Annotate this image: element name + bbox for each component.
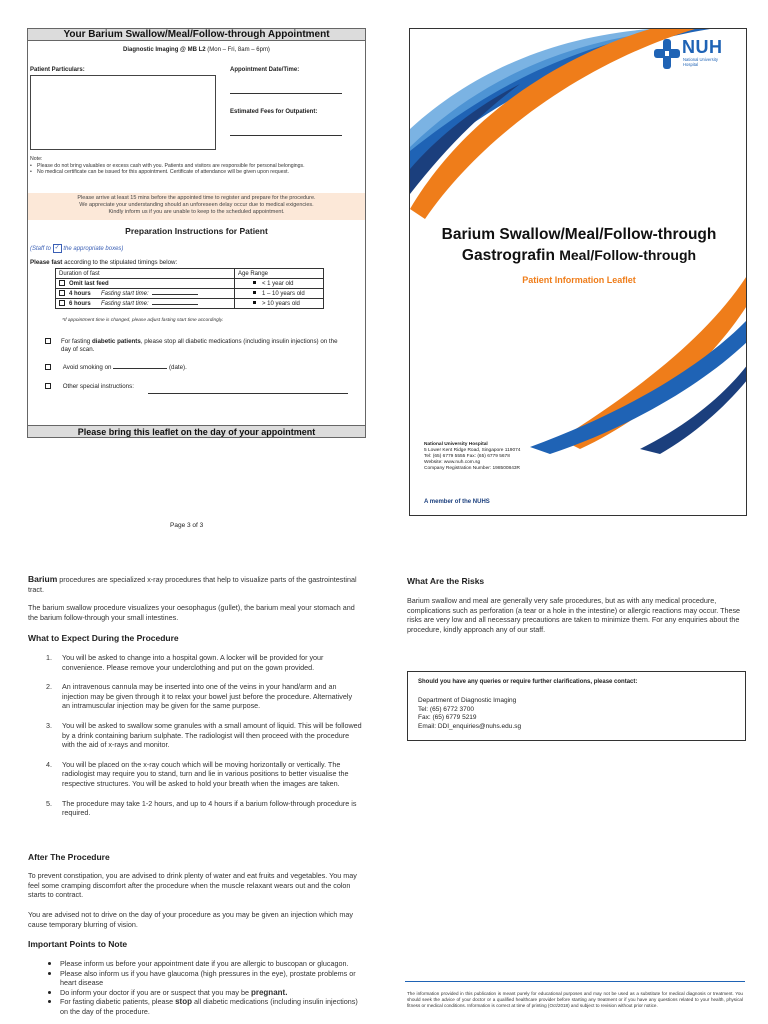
- other-label: Other special instructions:: [62, 383, 134, 390]
- note-label: Note:: [30, 156, 43, 162]
- step-text: The procedure may take 1-2 hours, and up to 4 hours if a barium follow-through procedure is required.: [62, 798, 357, 818]
- duration-label: Omit last feed: [69, 280, 109, 287]
- note-item: • No medical certificate can be issued for this appointment. Certificate of attendance will be given upon request.: [30, 169, 290, 175]
- age-label: < 1 year old: [262, 280, 294, 287]
- cover-title-2-bold: Gastrografin: [461, 247, 555, 264]
- hospital-tel-fax: Tel: (65) 6779 5555 Fax: (65) 6779 5678: [424, 454, 510, 459]
- step-text: You will be placed on the x-ray couch which will be moving horizontally or vertically. The radiologist may require you to stand, turn and lie in various positions to better visualise the respective structures. You will be asked to hold your breath when the images are taken.: [62, 759, 349, 788]
- staff-note-end: the appropriate boxes): [63, 246, 124, 253]
- table-row: [56, 299, 324, 309]
- bullet-icon: [48, 991, 51, 994]
- appointment-datetime-label: Appointment Date/Time:: [230, 67, 300, 73]
- smoking-text-a: Avoid smoking on: [62, 364, 112, 371]
- hospital-name: National University Hospital: [424, 442, 488, 447]
- list-item: [46, 997, 362, 1016]
- contact-tel: Tel: (65) 6772 3700: [418, 705, 475, 713]
- intro-paragraph: [28, 575, 362, 594]
- point-text-end: all diabetic medications (including insulin injections) on the day of the procedure.: [60, 997, 358, 1016]
- location-hours: (Mon – Fri, 8am – 6pm): [207, 47, 270, 53]
- nuhs-member: A member of the NUHS: [424, 499, 490, 505]
- smoking-date-field[interactable]: [113, 368, 167, 369]
- duration-label: 6 hours: [69, 300, 91, 307]
- point-text-bold: stop: [175, 997, 192, 1007]
- table-footnote: *If appointment time is changed, please adjust fasting start time accordingly.: [62, 318, 224, 323]
- notice-line-2: We appreciate your understanding should an unforeseen delay occur due to medical exigencies.: [79, 202, 314, 208]
- prep-title: Preparation Instructions for Patient: [125, 226, 268, 236]
- intro-text: procedures are specialized x-ray procedures that help to visualize parts of the gastrointestinal tract.: [28, 575, 357, 594]
- contact-fax: Fax: (65) 6779 5219: [418, 714, 477, 721]
- appointment-footer: Please bring this leaflet on the day of your appointment: [27, 425, 366, 438]
- disclaimer: The information provided in this publication is meant purely for educational purposes and may not be used as a substitute for medical diagnosis or treatment. You should seek the advice of your doctor or a qualified healthcare provider before starting any treatment or if you have any questions related to your health, physical fitness or medical conditions. Information is correct at time of printing (Oct/2018) and subject to revision without prior notice.: [407, 991, 743, 1008]
- step-number: 3.: [46, 720, 52, 730]
- disclaimer-divider: [405, 981, 745, 982]
- hospital-address: 5 Lower Kent Ridge Road, Singapore 119074: [424, 448, 521, 453]
- cover-title-2-rest: Meal/Follow-through: [559, 247, 697, 263]
- bullet-icon: [253, 291, 256, 294]
- list-item: [46, 799, 362, 818]
- step-number: 2.: [46, 682, 52, 692]
- staff-note: [30, 244, 123, 253]
- contact-details: [418, 697, 521, 731]
- bullet-icon: [48, 972, 51, 975]
- appointment-heading: Your Barium Swallow/Meal/Follow-through Appointment: [27, 28, 366, 41]
- point-text: Please also inform us if you have glaucoma (high pressures in the eye), prostate problems or heart disease: [60, 968, 356, 988]
- fasting-start-label: Fasting start time:: [101, 300, 149, 307]
- point-text: Do inform your doctor if you are or suspect that you may be: [60, 987, 251, 997]
- intro-bold: Barium: [28, 574, 58, 584]
- hospital-contact: [424, 442, 520, 472]
- cover-title-1: Barium Swallow/Meal/Follow-through: [441, 226, 717, 243]
- nuh-logo-subtext: [683, 57, 718, 67]
- contact-email[interactable]: Email: DDI_enquiries@nuhs.edu.sg: [418, 722, 522, 730]
- after-paragraph-1: To prevent constipation, you are advised to drink plenty of water and eat fruits and vegetables. You may feel some cramping discomfort after the procedure when the muscle relaxant wears out and the colon starts to contract.: [28, 871, 357, 900]
- other-instruction: [45, 383, 134, 390]
- table-header-row: [56, 269, 324, 279]
- list-item: [46, 760, 362, 789]
- step-number: 1.: [46, 653, 52, 662]
- list-item: [46, 682, 362, 711]
- points-list: [46, 959, 362, 1017]
- fasting-start-field[interactable]: [152, 294, 198, 295]
- table-header-age: Age Range: [235, 269, 324, 279]
- fast-checkbox[interactable]: [59, 300, 65, 306]
- fast-checkbox[interactable]: [59, 290, 65, 296]
- age-cell: [235, 299, 324, 309]
- age-label: 1 – 10 years old: [262, 290, 305, 297]
- appointment-datetime-field[interactable]: [230, 93, 342, 94]
- estimated-fees-label: Estimated Fees for Outpatient:: [230, 109, 318, 115]
- step-number: 5.: [46, 798, 52, 808]
- list-item: [46, 653, 362, 672]
- nuh-logo-sub-1: National University: [683, 57, 718, 62]
- duration-label: 4 hours: [69, 290, 91, 297]
- fast-instruction: [30, 259, 177, 266]
- nuh-logo: [654, 39, 744, 79]
- bullet-icon: [48, 962, 51, 965]
- list-item: [46, 959, 362, 969]
- patient-particulars-box[interactable]: [30, 75, 216, 150]
- table-header-duration: Duration of fast: [56, 269, 235, 279]
- diabetic-text: [45, 338, 345, 354]
- smoking-checkbox[interactable]: [45, 364, 51, 370]
- contact-dept: Department of Diagnostic Imaging: [418, 697, 517, 704]
- steps-list: [46, 653, 362, 818]
- diabetic-text-bold: diabetic patients: [91, 338, 141, 345]
- list-item: [46, 721, 362, 750]
- notice-line-3: Kindly inform us if you are unable to keep to the scheduled appointment.: [108, 209, 285, 215]
- bullet-icon: [253, 281, 256, 284]
- notice-line-1: Please arrive at least 15 mins before the appointed time to register and prepare for the procedure.: [77, 195, 316, 201]
- step-text: You will be asked to change into a hospital gown. A locker will be provided for your convenience. Please remove your underclothing and put on the gown provided.: [62, 653, 324, 672]
- page-number: Page 3 of 3: [170, 522, 204, 529]
- risks-paragraph: Barium swallow and meal are generally very safe procedures, but as with any medical procedure, complications such as perforation (a tear or a hole in the intestine) or allergic reactions may occur. These risks are very low and all necessary precautions are taken to minimize them. For any enquiries about the procedure, kindly approach any of our staff.: [407, 596, 741, 634]
- note-item: • Please do not bring valuables or excess cash with you. Patients and visitors are responsible for personal belongings.: [30, 162, 305, 169]
- duration-cell: [56, 289, 235, 299]
- diabetic-instruction: [45, 338, 345, 354]
- table-row: [56, 279, 324, 289]
- age-cell: [235, 279, 324, 289]
- please-fast-label: Please fast: [30, 259, 63, 266]
- contact-heading: Should you have any queries or require further clarifications, please contact:: [418, 679, 638, 685]
- hospital-website: Website: www.nuh.com.sg: [424, 460, 481, 465]
- step-text: You will be asked to swallow some granules with a small amount of liquid. This will be followed by a drink containing barium sulphate. The radiologist will then proceed with the procedure with the aid of x-rays and monitor.: [62, 720, 362, 750]
- point-text: Please inform us before your appointment date if you are allergic to buscopan or glucagon.: [60, 959, 349, 968]
- patient-particulars-label: Patient Particulars:: [30, 67, 85, 73]
- fasting-table-wrap: [55, 268, 324, 309]
- age-label: > 10 years old: [262, 300, 300, 307]
- bullet-icon: [48, 1000, 51, 1003]
- list-item: [46, 969, 362, 988]
- cover-panel: [409, 28, 747, 516]
- intro-paragraph-2: The barium swallow procedure visualizes your oesophagus (gullet), the barium meal your stomach and the barium follow-through your small intestines.: [28, 603, 355, 622]
- risks-heading: What Are the Risks: [407, 576, 485, 586]
- arrival-notice: [28, 193, 365, 220]
- other-checkbox[interactable]: [45, 383, 51, 389]
- step-number: 4.: [46, 759, 52, 769]
- note-text-2: No medical certificate can be issued for this appointment. Certificate of attendance will be given upon request.: [37, 169, 290, 175]
- fast-checkbox[interactable]: [59, 280, 65, 286]
- other-instructions-field[interactable]: [148, 393, 348, 394]
- point-text: For fasting diabetic patients, please: [60, 997, 176, 1007]
- duration-cell: [56, 279, 235, 289]
- fasting-start-label: Fasting start time:: [101, 290, 149, 297]
- diabetic-text-b: , please stop all diabetic medications (including insulin injections) on the day of scan.: [61, 338, 338, 353]
- duration-cell: [56, 299, 235, 309]
- expect-heading: What to Expect During the Procedure: [28, 633, 179, 643]
- fasting-table: [55, 268, 324, 309]
- staff-note-start: (Staff to: [30, 246, 52, 253]
- diabetic-text-a: For fasting: [61, 338, 91, 345]
- checkbox-tick-icon: ✓: [54, 245, 60, 251]
- bullet-icon: [253, 301, 256, 304]
- hospital-reg-no: Company Registration Number: 198500843R: [424, 466, 520, 471]
- nuh-logo-sub-2: Hospital: [683, 62, 699, 67]
- diabetic-checkbox[interactable]: [45, 338, 51, 344]
- notes-block: [30, 156, 360, 176]
- smoking-text-b: (date).: [168, 364, 187, 371]
- after-heading: After The Procedure: [28, 852, 110, 862]
- fasting-start-field[interactable]: [152, 304, 198, 305]
- points-heading: Important Points to Note: [28, 939, 128, 949]
- list-item: [46, 988, 362, 998]
- cover-title-2: [410, 247, 747, 265]
- cover-subtitle: Patient Information Leaflet: [522, 275, 636, 285]
- nuh-logo-text: NUH: [682, 37, 723, 57]
- estimated-fees-field[interactable]: [230, 135, 342, 136]
- after-paragraph-2: You are advised not to drive on the day of your procedure as you may be given an injection which may cause temporary blurring of vision.: [28, 910, 353, 929]
- point-text-bold: pregnant.: [250, 987, 288, 997]
- table-row: [56, 289, 324, 299]
- smoking-instruction: [45, 364, 187, 371]
- nuh-cross-icon: [654, 39, 680, 69]
- note-text-1: Please do not bring valuables or excess cash with you. Patients and visitors are responsible for personal belongings.: [37, 162, 305, 169]
- location-line: [27, 46, 366, 54]
- age-cell: [235, 289, 324, 299]
- location-name: Diagnostic Imaging @ MB L2: [123, 47, 206, 53]
- please-fast-text: according to the stipulated timings below:: [64, 259, 178, 266]
- contact-box: [407, 671, 746, 741]
- step-text: An intravenous cannula may be inserted into one of the veins in your hand/arm and an injection may be given through it to relax your bowel just before the procedure. Alternatively an intramuscular injection may be given for the same purpose.: [62, 682, 353, 711]
